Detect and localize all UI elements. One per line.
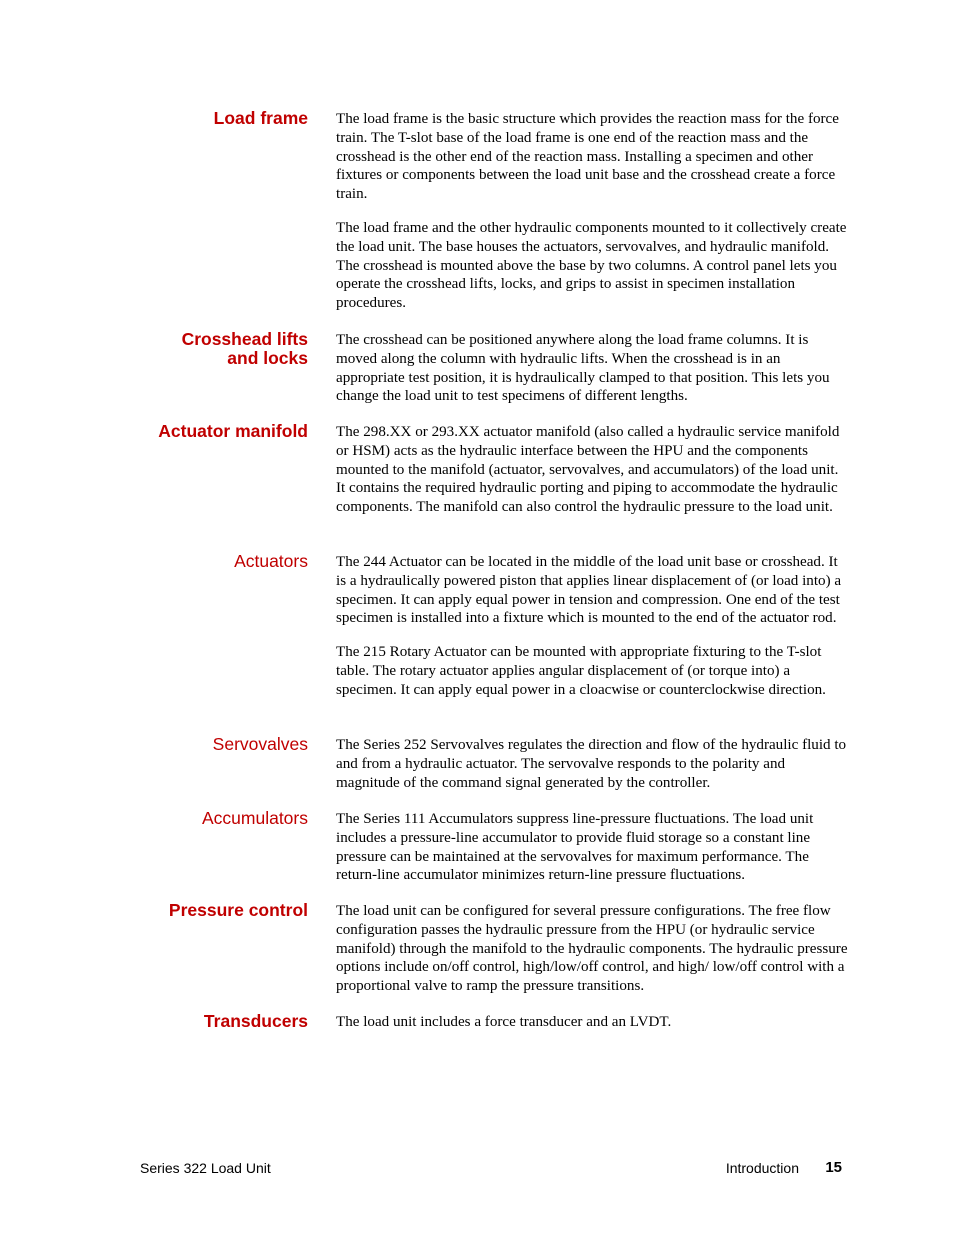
paragraph: The Series 111 Accumulators suppress line-pressure fluctuations. The load unit includes a pressure-line accumulator to provide fluid storage so a constant line pressure can be maintained at the servovalves for maximum performance. The return-line accumulator minimizes return-line pressure fluctuations. — [336, 811, 814, 884]
section-body — [336, 553, 848, 700]
heading-line: Pressure control — [168, 900, 308, 920]
section-heading — [108, 901, 308, 920]
paragraph: The load frame and the other hydraulic components mounted to it collectively create the load unit. The base houses the actuators, servovalves, and hydraulic manifold. The crosshead is mounted above the base by two columns. A control panel lets you operate the crosshead lifts, locks, and grips to assist in specimen installation procedures. — [336, 219, 847, 312]
paragraph: The load unit can be configured for several pressure configurations. The free flow configuration passes the hydraulic pressure from the HPU (or hydraulic service manifold) through the manifold to the hydraulic components. The hydraulic pressure options include on/off control, high/low/off control, and high/ low/off control with a proportional valve to ramp the pressure transitions. — [336, 903, 848, 995]
section-body — [336, 331, 848, 406]
section-body — [336, 736, 848, 792]
section-heading — [108, 422, 308, 441]
section-heading — [108, 809, 308, 828]
heading-line: Transducers — [203, 1011, 308, 1031]
section-heading — [108, 330, 308, 368]
heading-line: Servovalves — [212, 734, 308, 754]
section-body — [336, 810, 848, 885]
paragraph: The load frame is the basic structure which provides the reaction mass for the force train. The T-slot base of the load frame is one end of the reaction mass and the crosshead is the other end of the reaction mass. Installing a specimen and other fixtures or components between the load unit base and the crosshead create a force train. — [336, 111, 839, 203]
heading-line: Accumulators — [201, 808, 308, 828]
section-body — [336, 1013, 848, 1032]
footer-section-name: Introduction — [725, 1160, 799, 1176]
heading-line: Actuators — [234, 551, 308, 571]
section-body — [336, 423, 848, 517]
section-body — [336, 110, 848, 313]
paragraph: The 244 Actuator can be located in the middle of the load unit base or crosshead. It is a hydraulically powered piston that applies linear displacement of (or load into) a specimen. It can apply equal power in tension and compression. One end of the test specimen is installed into a fixture which is mounted to the end of the actuator rod. — [336, 554, 842, 627]
heading-line: and locks — [227, 348, 308, 368]
heading-line: Crosshead lifts — [181, 329, 308, 349]
heading-line: Load frame — [213, 108, 308, 128]
paragraph: The Series 252 Servovalves regulates the direction and flow of the hydraulic fluid to and from a hydraulic actuator. The servovalve responds to the polarity and magnitude of the command signal generated by the controller. — [336, 737, 847, 791]
page-number: 15 — [825, 1159, 842, 1176]
section-heading — [108, 552, 308, 571]
section-body — [336, 902, 848, 996]
paragraph: The 215 Rotary Actuator can be mounted with appropriate fixturing to the T-slot table. The rotary actuator applies angular displacement of (or torque into) a specimen. It can apply equal power in a cloacwise or counterclockwise direction. — [336, 644, 826, 698]
paragraph: The load unit includes a force transducer and an LVDT. — [336, 1014, 672, 1030]
paragraph: The crosshead can be positioned anywhere along the load frame columns. It is moved along the column with hydraulic lifts. When the crosshead is in an appropriate test position, it is hydraulically clamped to that position. This lets you change the load unit to test specimens of different lengths. — [336, 332, 830, 405]
footer-document-title: Series 322 Load Unit — [140, 1160, 271, 1176]
heading-line: Actuator manifold — [158, 421, 308, 441]
section-heading — [108, 735, 308, 754]
section-heading — [108, 1012, 308, 1031]
paragraph: The 298.XX or 293.XX actuator manifold (also called a hydraulic service manifold or HSM) acts as the hydraulic interface between the HPU and the components mounted to the manifold (actuator, servovalves, and accumulators) of the load unit. It contains the required hydraulic porting and piping to accommodate the hydraulic components. The manifold can also control the hydraulic pressure to the load unit. — [336, 424, 840, 516]
section-heading — [108, 109, 308, 128]
